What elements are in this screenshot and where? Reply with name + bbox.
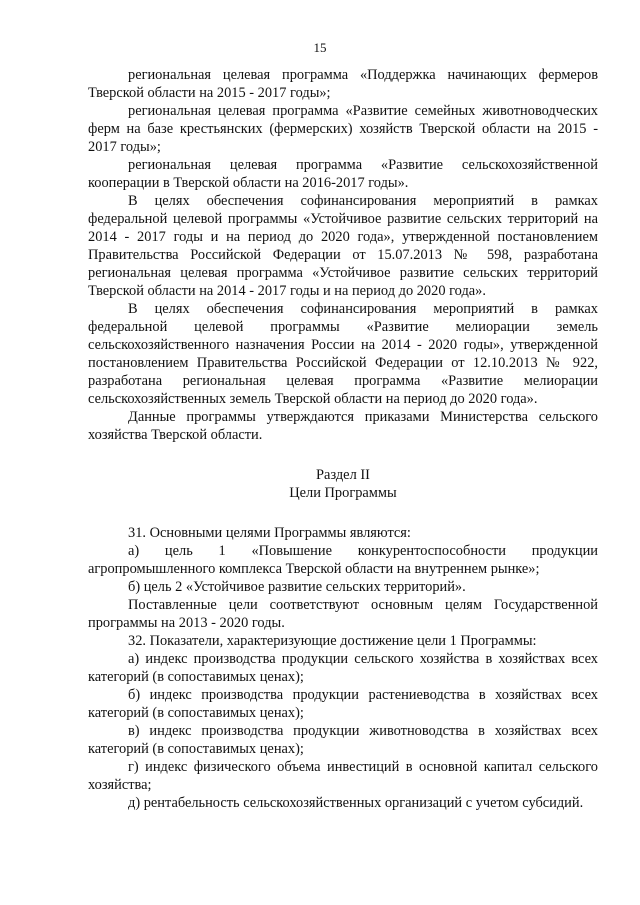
document-body xyxy=(88,66,598,812)
paragraph: региональная целевая программа «Развитие сельскохозяйственной кооперации в Тверской области на 2016-2017 годы». xyxy=(88,157,598,191)
paragraph: д) рентабельность сельскохозяйственных организаций с учетом субсидий. xyxy=(128,795,584,811)
page-number: 15 xyxy=(313,40,327,55)
paragraph: региональная целевая программа «Развитие семейных животноводческих ферм на базе крестьянских (фермерских) хозяйств Тверской области на 2015 - 2017 годы»; xyxy=(88,103,598,155)
section-title: Цели Программы xyxy=(289,485,397,501)
paragraph: б) цель 2 «Устойчивое развитие сельских территорий». xyxy=(128,579,466,595)
paragraph: в) индекс производства продукции животноводства в хозяйствах всех категорий (в сопоставимых ценах); xyxy=(88,723,598,757)
paragraph: региональная целевая программа «Поддержка начинающих фермеров Тверской области на 2015 - 2017 годы»; xyxy=(88,67,598,101)
paragraph: Поставленные цели соответствуют основным целям Государственной программы на 2013 - 2020 годы. xyxy=(88,597,598,631)
paragraph: 32. Показатели, характеризующие достижение цели 1 Программы: xyxy=(128,633,537,649)
paragraph: б) индекс производства продукции растениеводства в хозяйствах всех категорий (в сопоставимых ценах); xyxy=(88,687,598,721)
paragraph: Данные программы утверждаются приказами Министерства сельского хозяйства Тверской области. xyxy=(88,409,598,443)
section-heading xyxy=(88,466,598,502)
paragraph: В целях обеспечения софинансирования мероприятий в рамках федеральной целевой программы «Развитие мелиорации земель сельскохозяйственного назначения России на 2014 - 2020 годы», утвержденной постановлением Правительства Российской Федерации от 12.10.2013 № 922, разработана региональная целевая программа «Развитие мелиорации сельскохозяйственных земель Тверской области на период до 2020 года». xyxy=(88,301,598,407)
section-label: Раздел II xyxy=(316,467,370,483)
paragraph: г) индекс физического объема инвестиций в основной капитал сельского хозяйства; xyxy=(88,759,598,793)
paragraph: а) индекс производства продукции сельского хозяйства в хозяйствах всех категорий (в сопоставимых ценах); xyxy=(88,651,598,685)
paragraph: 31. Основными целями Программы являются: xyxy=(128,525,411,541)
paragraph: В целях обеспечения софинансирования мероприятий в рамках федеральной целевой программы «Устойчивое развитие сельских территорий на 2014 - 2017 годы и на период до 2020 года», утвержденной постановлением Правительства Российской Федерации от 15.07.2013 № 598, разработана региональная целевая программа «Устойчивое развитие сельских территорий Тверской области на 2014 - 2017 годы и на период до 2020 года». xyxy=(88,193,598,299)
paragraph: а) цель 1 «Повышение конкурентоспособности продукции агропромышленного комплекса Тверской области на внутреннем рынке»; xyxy=(88,543,598,577)
